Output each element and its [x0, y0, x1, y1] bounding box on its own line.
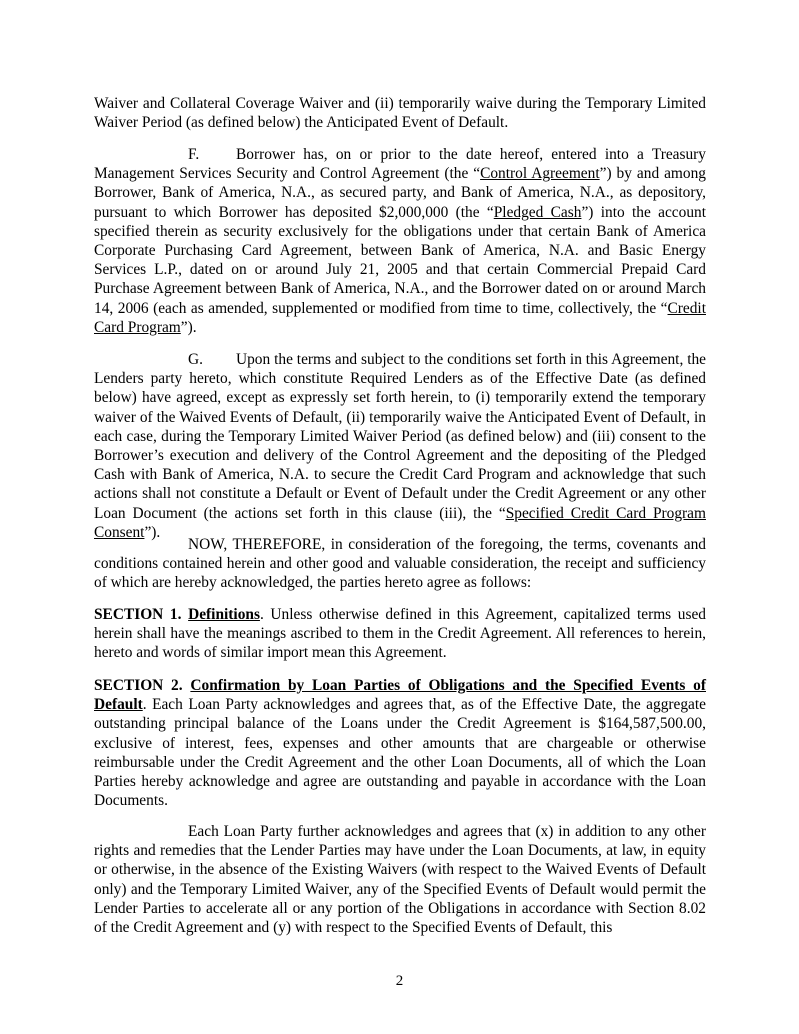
section-title: Definitions — [188, 606, 260, 623]
defined-term-pledged-cash: Pledged Cash — [493, 203, 582, 221]
defined-term-control-agreement: Control Agreement — [480, 165, 600, 183]
defined-term-specified-credit-card-program-consent: Specified Credit Card Program Consent — [94, 504, 706, 541]
recital-label: G. — [188, 351, 203, 368]
section-title: Confirmation by Loan Parties of Obligations and the Specified Events of Default — [94, 677, 706, 714]
section-number: SECTION 1. — [94, 606, 182, 623]
recital-f: F. Borrower has, on or prior to the date hereof, entered into a Treasury Management Services Security and Control Agreement (the “Control Agreement”) by and among Borrower, Bank of America, N.A., as secured party, and Bank of America, N.A., as depository, pursuant to which Borrower has deposited $2,000,000 (the “Pledged Cash”) into the account specified therein as security exclusively for the obligations under that certain Bank of America Corporate Purchasing Card Agreement, between Bank of America, N.A. and Basic Energy Services L.P., dated on or around July 21, 2005 and that certain Commercial Prepaid Card Purchase Agreement between Bank of America, N.A., and the Borrower dated on or around March 14, 2006 (each as amended, supplemented or modified from time to time, collectively, the “Credit Card Program”). — [94, 146, 706, 336]
paragraph-now-therefore — [94, 535, 706, 593]
section-number: SECTION 2. — [94, 677, 183, 694]
paragraph-waiver-continuation — [94, 94, 706, 132]
paragraph-text: NOW, THEREFORE, in consideration of the foregoing, the terms, covenants and conditions contained herein and other good and valuable consideration, the receipt and sufficiency of which are hereby acknowledged, the parties hereto agree as follows: — [94, 536, 706, 592]
section-body: . Each Loan Party acknowledges and agrees that, as of the Effective Date, the aggregate outstanding principal balance of the Loans under the Credit Agreement is $164,587,500.00, exclusive of interest, fees, expenses and other amounts that are chargeable or otherwise reimbursable under the Credit Agreement and the other Loan Documents, all of which the Loan Parties hereby acknowledge and agree are outstanding and payable in accordance with the Loan Documents. — [94, 696, 706, 810]
section-2 — [94, 676, 706, 810]
defined-term-credit-card-program: Credit Card Program — [94, 299, 706, 336]
section-body: . Unless otherwise defined in this Agreement, capitalized terms used herein shall have the meanings ascribed to them in the Credit Agreement. All references to herein, hereto and words of similar import mean this Agreement. — [94, 606, 706, 662]
paragraph-further-acknowledges — [94, 822, 706, 937]
page-number: 2 — [395, 973, 404, 989]
recital-label: F. — [188, 146, 200, 163]
section-1 — [94, 605, 706, 663]
paragraph-text: Each Loan Party further acknowledges and agrees that (x) in addition to any other rights and remedies that the Lender Parties may have under the Loan Documents, at law, in equity or otherwise, in the absence of the Existing Waivers (with respect to the Waived Events of Default only) and the Temporary Limited Waiver, any of the Specified Events of Default would permit the Lender Parties to accelerate all or any portion of the Obligations in accordance with Section 8.02 of the Credit Agreement and (y) with respect to the Specified Events of Default, this — [94, 823, 706, 937]
paragraph-text: Waiver and Collateral Coverage Waiver and (ii) temporarily waive during the Temporary Limited Waiver Period (as defined below) the Anticipated Event of Default. — [94, 95, 706, 132]
recital-g: G. Upon the terms and subject to the conditions set forth in this Agreement, the Lenders party hereto, which constitute Required Lenders as of the Effective Date (as defined below) have agreed, except as expressly set forth herein, to (i) temporarily extend the temporary waiver of the Waived Events of Default, (ii) temporarily waive the Anticipated Event of Default, in each case, during the Temporary Limited Waiver Period (as defined below) and (iii) consent to the Borrower’s execution and delivery of the Control Agreement and the depositing of the Pledged Cash with Bank of America, N.A. to secure the Credit Card Program and acknowledge that such actions shall not constitute a Default or Event of Default under the Credit Agreement or any other Loan Document (the actions set forth in this clause (iii), the “Specified Credit Card Program Consent”). — [94, 351, 706, 541]
